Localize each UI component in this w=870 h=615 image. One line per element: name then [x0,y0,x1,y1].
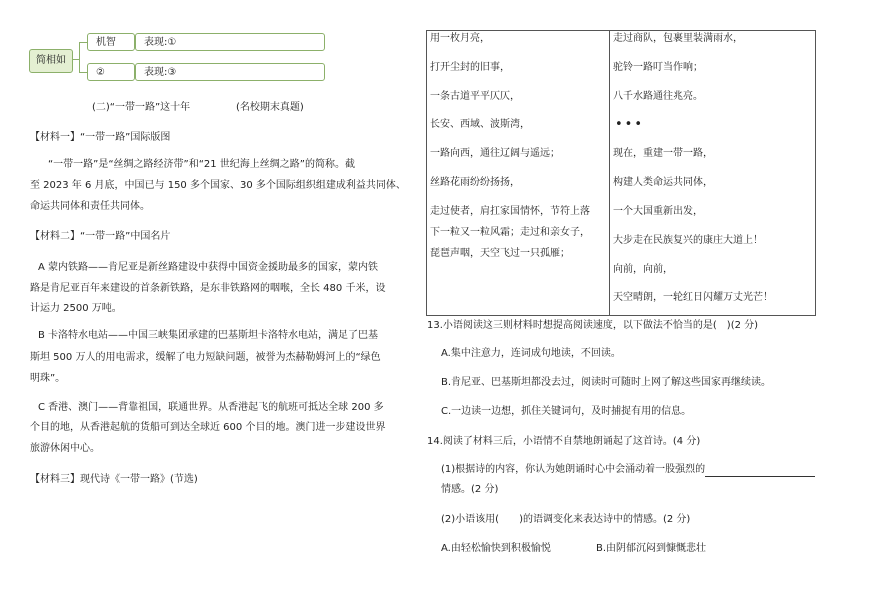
poem-right-line: 驼铃一路叮当作响； [613,62,703,73]
q13-option-b: B.肯尼亚、巴基斯坦都没去过，阅读时可随时上网了解这些国家再继续读。 [441,377,772,388]
material2-b-line: 斯坦 500 万人的用电需求，缓解了电力短缺问题，被誉为杰赫勒姆河上的“绿色 [30,352,381,363]
q14-answer-blank[interactable] [705,464,815,477]
material2-a-line: 计运力 2500 万吨。 [30,303,122,314]
poem-left-line: 一路向西，通往辽阔与遥远； [430,148,560,159]
q14-sub2: (2)小语该用( )的语调变化来表达诗中的情感。(2 分) [441,514,691,525]
poem-left-line: 走过使者，肩扛家国情怀，节符上落 [430,206,590,217]
material1-heading: 【材料一】“一带一路”国际版图 [30,132,171,143]
q14-stem: 14.阅读了材料三后，小语情不自禁地朗诵起了这首诗。(4 分) [427,436,701,447]
material2-a-line: 路是肯尼亚百年来建设的首条新铁路，是东非铁路网的咽喉，全长 480 千米，设 [30,283,386,294]
poem-right-line: 现在，重建一带一路， [613,148,713,159]
mindmap-branch-1-detail: 表现:① [135,33,325,51]
poem-right-line: 向前，向前， [613,264,673,275]
poem-left-line: 一条古道平平仄仄， [430,91,520,102]
mindmap-connector [79,72,87,73]
mindmap-branch-2: ② [87,63,135,81]
poem-left-line: 琵琶声咽，天空飞过一只孤雁； [430,248,570,259]
poem-right-line: 大步走在民族复兴的康庄大道上！ [613,235,763,246]
q14-option-b: B.由阴郁沉闷到慷慨悲壮 [596,543,707,554]
material1-line: “一带一路”是“丝绸之路经济带”和“21 世纪海上丝绸之路”的简称。截 [48,159,355,170]
material3-heading: 【材料三】现代诗《一带一路》(节选) [30,474,198,485]
poem-right-line: ••• [615,117,645,132]
poem-left-line: 打开尘封的旧事， [430,62,510,73]
poem-left-line: 丝路花雨纷纷扬扬， [430,177,520,188]
poem-right-line: 八千水路通往兆亮。 [613,91,703,102]
material2-heading: 【材料二】“一带一路”中国名片 [30,231,171,242]
q13-stem: 13.小语阅读这三则材料时想提高阅读速度，以下做法不恰当的是( )(2 分) [427,320,759,331]
section-tag: (名校期末真题) [236,102,304,113]
material1-line: 至 2023 年 6 月底，中国已与 150 多个国家、30 多个国际组织组建成利益共同体、 [30,180,406,191]
poem-right-line: 天空晴朗，一轮红日闪耀万丈光芒！ [613,292,773,303]
q13-option-a: A.集中注意力，连词成句地读，不回读。 [441,348,621,359]
poem-left-line: 下一粒又一粒风霜；走过和亲女子， [430,227,590,238]
mindmap-connector [79,42,87,43]
poem-left-line: 长安、西域、波斯湾， [430,119,530,130]
poem-left-line: 用一枚月亮， [430,33,490,44]
q13-option-c: C.一边读一边想，抓住关键词句，及时捕捉有用的信息。 [441,406,692,417]
poem-right-line: 构建人类命运共同体， [613,177,713,188]
material2-c-line: 旅游休闲中心。 [30,443,100,454]
q14-option-a: A.由轻松愉快到积极愉悦 [441,543,551,554]
material1-line: 命运共同体和责任共同体。 [30,201,150,212]
material2-b-line: 明珠”。 [30,373,66,384]
section-title: (二)“一带一路”这十年 [92,102,191,113]
mindmap-branch-1: 机智 [87,33,135,51]
poem-table-divider [609,30,610,316]
poem-right-line: 一个大国重新出发， [613,206,703,217]
q14-sub1-text: (1)根据诗的内容，你认为她朗诵时心中会涌动着一股强烈的 [441,464,706,475]
material2-c-line: C 香港、澳门——背靠祖国，联通世界。从香港起飞的航班可抵达全球 200 多 [38,402,384,413]
q14-sub1-end: 情感。(2 分) [441,484,499,495]
mindmap-branch-2-detail: 表现:③ [135,63,325,81]
material2-c-line: 个目的地，从香港起航的货船可到达全球近 600 个目的地。澳门进一步建设世界 [30,422,386,433]
mindmap-connector [79,42,80,73]
material2-a-line: A 蒙内铁路——肯尼亚是新丝路建设中获得中国资金援助最多的国家，蒙内铁 [38,262,379,273]
q14-sub1 [441,463,815,477]
poem-right-line: 走过商队，包裹里装满雨水， [613,33,743,44]
material2-b-line: B 卡洛特水电站——中国三峡集团承建的巴基斯坦卡洛特水电站，满足了巴基 [38,330,379,341]
mindmap-root: 简相如 [29,49,73,73]
